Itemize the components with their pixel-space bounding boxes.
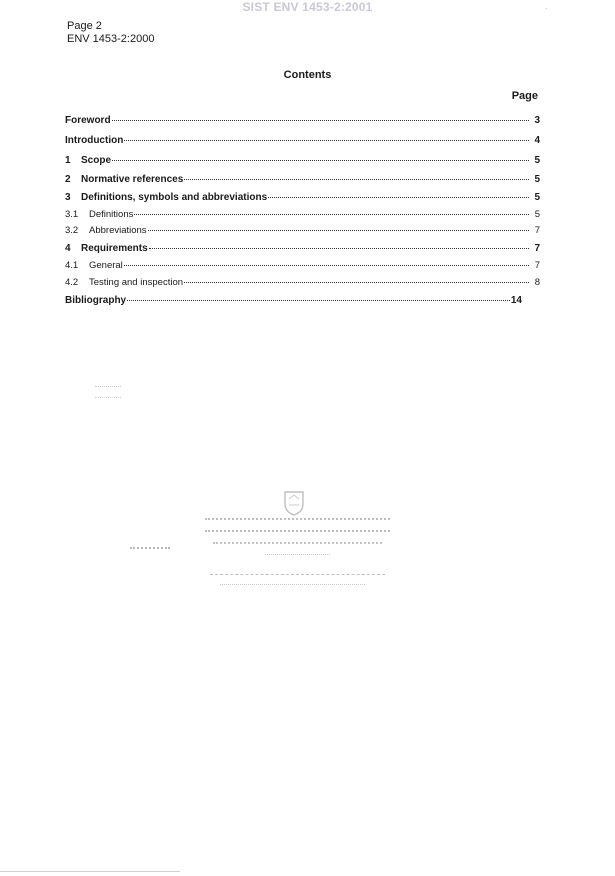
toc-entry-page: 8 (534, 277, 540, 288)
toc-entry-page: 5 (534, 209, 540, 220)
toc-entry-title: Definitions (89, 209, 134, 220)
toc-entry[interactable] (65, 152, 540, 167)
stamp-line (213, 542, 382, 550)
bottom-edge-line (0, 871, 180, 872)
toc-dot-leader (127, 290, 510, 301)
toc-entry[interactable] (65, 274, 540, 289)
toc-entry-page: 4 (534, 135, 540, 146)
toc-entry[interactable] (65, 206, 540, 221)
toc-entry-number: 4.1 (65, 260, 79, 271)
document-id: ENV 1453-2:2000 (67, 33, 155, 45)
toc-dot-leader (184, 272, 529, 283)
stamp-line (210, 574, 385, 581)
stamp-line (220, 584, 365, 591)
toc-entry[interactable] (65, 132, 540, 147)
toc-entry-number: 2 (65, 174, 71, 185)
toc-entry-page: 7 (534, 260, 540, 271)
toc-entry-page: 7 (534, 225, 540, 236)
scan-speck (95, 386, 121, 398)
stamp-fragment (130, 547, 170, 557)
toc-entry-page: 3 (534, 115, 540, 126)
toc-entry-page: 5 (534, 174, 540, 185)
toc-dot-leader (112, 150, 529, 161)
toc-dot-leader (124, 130, 529, 141)
toc-entry[interactable] (65, 189, 540, 204)
stamp-line (265, 554, 330, 561)
toc-entry-page: 7 (534, 243, 540, 254)
toc-entry-title: Bibliography (65, 295, 127, 306)
toc-dot-leader (124, 255, 529, 266)
stamp-line (205, 518, 390, 526)
toc-dot-leader (112, 110, 529, 121)
toc-dot-leader (268, 187, 529, 198)
toc-entry-title: Introduction (65, 135, 124, 146)
page-column-label: Page (511, 90, 538, 102)
toc-dot-leader (149, 238, 529, 249)
toc-entry-number: 3 (65, 192, 71, 203)
toc-entry-title: Requirements (81, 243, 148, 254)
toc-entry-number: 3.1 (65, 209, 79, 220)
toc-entry-page: 5 (534, 192, 540, 203)
toc-entry-title: Definitions, symbols and abbreviations (81, 192, 268, 203)
toc-entry[interactable] (65, 112, 540, 127)
corner-mark: · (545, 4, 548, 13)
toc-entry-page: 14 (510, 295, 522, 306)
toc-entry-title: Normative references (81, 174, 184, 185)
page-label: Page 2 (67, 20, 102, 32)
toc-dot-leader (134, 204, 529, 215)
toc-entry[interactable] (65, 240, 540, 255)
contents-title: Contents (283, 69, 332, 81)
toc-dot-leader (184, 169, 529, 180)
toc-entry[interactable] (65, 171, 540, 186)
toc-entry-number: 3.2 (65, 225, 79, 236)
toc-entry-title: Abbreviations (89, 225, 147, 236)
toc-entry-number: 4.2 (65, 277, 79, 288)
library-stamp (205, 490, 390, 590)
toc-dot-leader (148, 220, 529, 231)
page-header (67, 20, 154, 46)
toc-entry-title: General (89, 260, 123, 271)
crest-icon (283, 490, 305, 516)
toc-entry-page: 5 (534, 155, 540, 166)
toc-entry-title: Testing and inspection (89, 277, 184, 288)
toc-entry-title: Scope (81, 155, 112, 166)
toc-entry-title: Foreword (65, 115, 111, 126)
toc-entry-number: 4 (65, 243, 71, 254)
watermark-text: SIST ENV 1453-2:2001 (242, 0, 373, 14)
toc-entry-number: 1 (65, 155, 71, 166)
stamp-line (205, 530, 390, 538)
toc-entry[interactable] (65, 222, 540, 237)
toc-entry[interactable] (65, 257, 540, 272)
toc-entry[interactable] (65, 292, 522, 307)
